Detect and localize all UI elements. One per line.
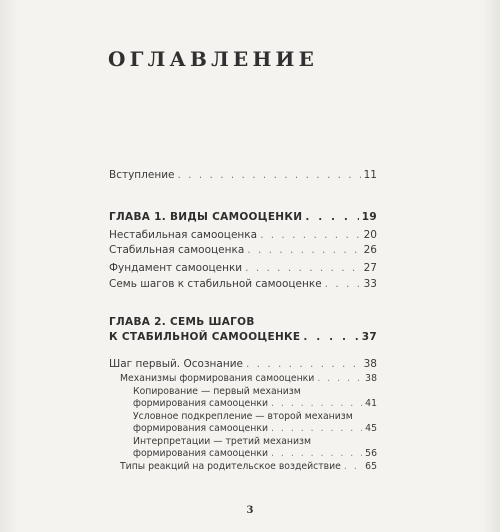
toc-page: 33	[363, 278, 377, 290]
leader-dots	[317, 373, 362, 385]
toc-entry-interpretation-line1[interactable]: Интерпретации — третий механизм	[133, 436, 312, 447]
leader-dots	[245, 261, 360, 275]
leader-dots	[271, 398, 362, 410]
leader-dots	[271, 448, 362, 460]
toc-label: Фундамент самооценки	[109, 262, 243, 274]
toc-entry[interactable]	[0, 261, 500, 275]
page-title: ОГЛАВЛЕНИЕ	[108, 47, 319, 71]
toc-entry-interpretation[interactable]	[0, 448, 500, 460]
toc-label: Типы реакций на родительское воздействие	[120, 461, 341, 472]
leader-dots	[325, 277, 361, 291]
leader-dots	[260, 228, 361, 242]
toc-label: Нестабильная самооценка	[109, 229, 258, 241]
leader-dots	[305, 210, 358, 224]
toc-page: 26	[363, 244, 377, 256]
toc-label: формирования самооценки	[133, 398, 269, 409]
toc-label: Механизмы формирования самооценки	[120, 373, 315, 384]
toc-entry-mechanisms[interactable]	[0, 373, 500, 385]
toc-chapter-2[interactable]	[0, 330, 500, 344]
toc-label: К СТАБИЛЬНОЙ САМООЦЕНКЕ	[109, 331, 301, 343]
toc-entry-conditioning-line1[interactable]: Условное подкрепление — второй механизм	[133, 411, 353, 422]
toc-entry[interactable]	[0, 277, 500, 291]
toc-label: Семь шагов к стабильной самооценке	[109, 278, 322, 290]
toc-chapter-2-line1[interactable]: ГЛАВА 2. СЕМЬ ШАГОВ	[109, 316, 255, 328]
toc-page: 11	[363, 169, 377, 181]
toc-chapter-1[interactable]	[0, 210, 500, 224]
toc-entry-intro[interactable]	[0, 168, 500, 182]
toc-entry-step1[interactable]	[0, 357, 500, 371]
leader-dots	[344, 461, 362, 473]
toc-entry-copying-line1[interactable]: Копирование — первый механизм	[133, 386, 301, 397]
toc-entry-reactions[interactable]	[0, 461, 500, 473]
toc-entry[interactable]	[0, 243, 500, 257]
toc-page: 45	[365, 423, 377, 434]
toc-label: Шаг первый. Осознание	[109, 358, 243, 370]
toc-label: формирования самооценки	[133, 448, 269, 459]
page-number: 3	[246, 505, 254, 516]
leader-dots	[271, 423, 362, 435]
toc-label: Вступление	[109, 169, 175, 181]
toc-label: ГЛАВА 1. ВИДЫ САМООЦЕНКИ	[109, 211, 303, 223]
toc-entry[interactable]	[0, 228, 500, 242]
leader-dots	[178, 168, 361, 182]
toc-page: 56	[365, 448, 377, 459]
leader-dots	[303, 330, 358, 344]
toc-page: 41	[365, 398, 377, 409]
leader-dots	[247, 243, 360, 257]
leader-dots	[246, 357, 361, 371]
toc-page: 38	[363, 358, 377, 370]
toc-label: Стабильная самооценка	[109, 244, 245, 256]
toc-entry-conditioning[interactable]	[0, 423, 500, 435]
toc-page: 38	[365, 373, 377, 384]
toc-page: 65	[365, 461, 377, 472]
toc-page: 27	[363, 262, 377, 274]
toc-page: 37	[361, 331, 377, 343]
toc-page: 19	[361, 211, 377, 223]
toc-label: формирования самооценки	[133, 423, 269, 434]
toc-entry-copying[interactable]	[0, 398, 500, 410]
toc-page: 20	[363, 229, 377, 241]
